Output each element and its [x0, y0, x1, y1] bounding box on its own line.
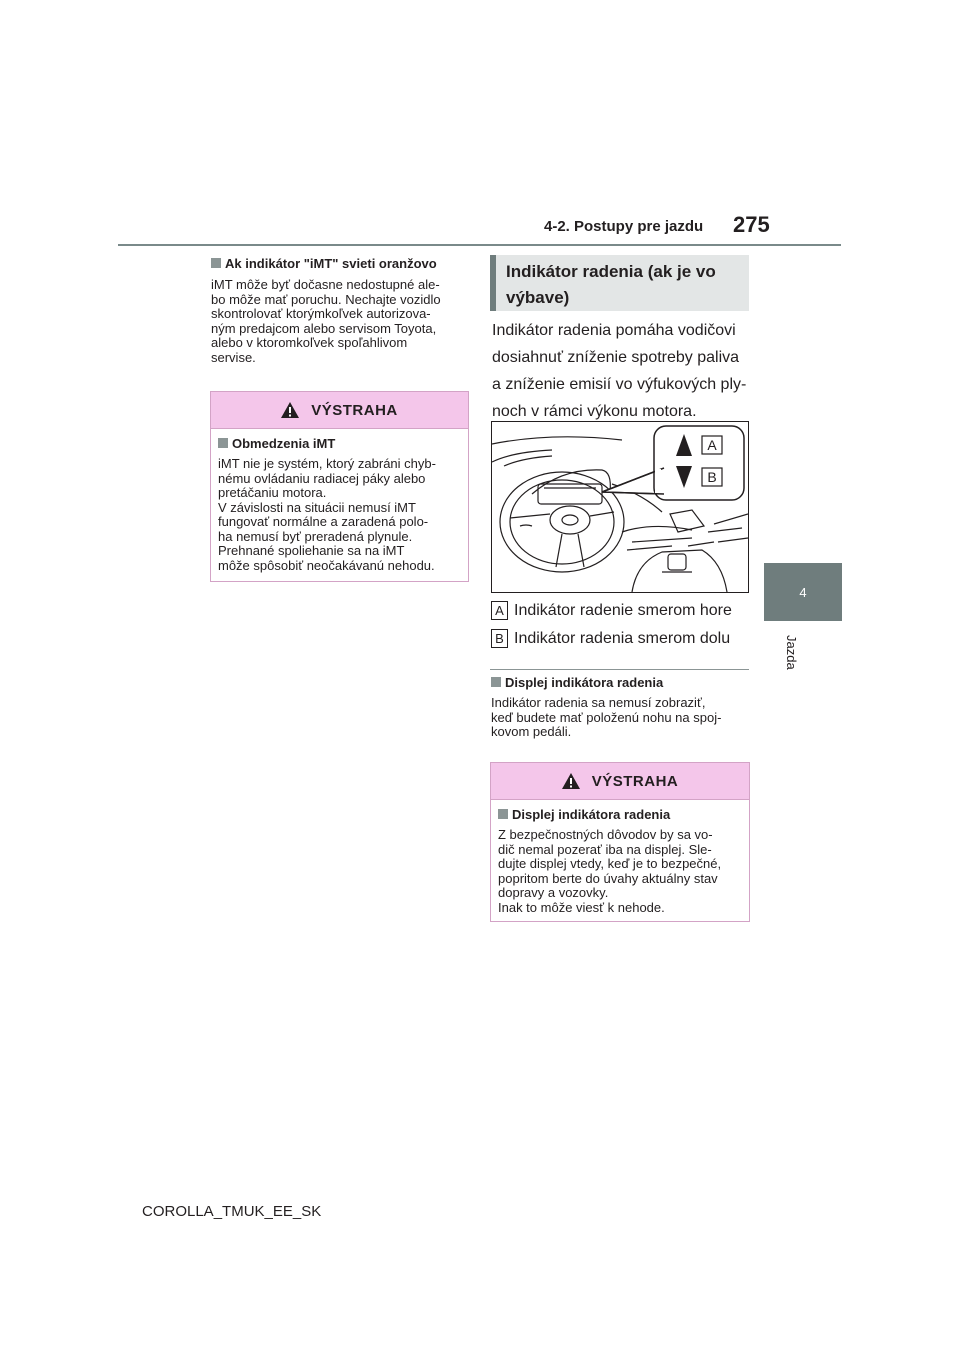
text-line: V závislosti na situácii nemusí iMT — [218, 499, 416, 515]
square-bullet-icon — [491, 677, 501, 687]
legend-text: Indikátor radenie smerom hore — [514, 601, 732, 619]
text-line: keď budete mať položenú nohu na spoj- — [491, 709, 722, 725]
text-line: nému ovládaniu radiacej páky alebo — [218, 470, 426, 486]
warning-subheading — [218, 436, 461, 451]
paragraph — [491, 696, 753, 740]
warning-header — [491, 763, 749, 800]
legend-key: A — [491, 601, 508, 620]
text-line: Z bezpečnostných dôvodov by sa vo- — [498, 827, 713, 842]
warning-subheading-text: Displej indikátora radenia — [512, 807, 671, 822]
text-line: a zníženie emisií vo výfukových ply- — [492, 376, 747, 393]
section-heading-text: Displej indikátora radenia — [505, 675, 664, 690]
text-line: bo môže mať poruchu. Nechajte vozidlo — [211, 291, 441, 307]
text-line: popritom berte do úvahy aktuálny stav — [498, 870, 718, 886]
square-bullet-icon — [211, 258, 221, 268]
text-line: Prehnané spoliehanie sa na iMT — [218, 543, 405, 558]
text-line: kovom pedáli. — [491, 724, 572, 739]
text-line: noch v rámci výkonu motora. — [492, 403, 697, 420]
text-line: iMT môže byť dočasne nedostupné ale- — [211, 277, 440, 292]
text-line: skontrolovať ktorýmkoľvek autorizova- — [211, 306, 431, 321]
text-line: môže spôsobiť neočakávanú nehodu. — [218, 557, 435, 573]
legend-item — [491, 629, 753, 648]
text-line: alebo v ktoromkoľvek spoľahlivom — [211, 335, 408, 350]
text-line: Indikátor radenia pomáha vodičovi — [492, 322, 736, 339]
heading-line: výbave) — [506, 288, 570, 307]
divider — [490, 669, 749, 670]
warning-body — [491, 800, 749, 923]
legend-text: Indikátor radenia smerom dolu — [514, 629, 731, 647]
text-line: dopravy a vozovky. — [498, 885, 609, 900]
square-bullet-icon — [498, 809, 508, 819]
callout-bubble — [654, 426, 744, 500]
warning-header — [211, 392, 468, 429]
text-line: dič nemal pozerať iba na displej. Sle- — [498, 841, 712, 857]
text-line: Indikátor radenia sa nemusí zobraziť, — [491, 695, 706, 710]
warning-text — [218, 457, 461, 573]
chapter-label: Jazda — [784, 635, 799, 670]
page-number: 275 — [733, 212, 770, 237]
paragraph — [211, 278, 469, 365]
dashboard-drawing — [492, 422, 748, 592]
warning-box — [490, 762, 750, 922]
text-line: ným predajcom alebo servisom Toyota, — [211, 320, 437, 336]
text-line: dosiahnuť zníženie spotreby paliva — [492, 349, 740, 366]
text-line: fungovať normálne a zaradená polo- — [218, 514, 429, 529]
header-rule — [118, 244, 841, 246]
warning-title: VÝSTRAHA — [311, 401, 398, 419]
text-line: dujte displej vtedy, keď je to bezpečné, — [498, 856, 722, 871]
figure-label-a: A — [707, 437, 717, 453]
chapter-number: 4 — [799, 585, 807, 600]
warning-box — [210, 391, 469, 582]
section-heading-text: Ak indikátor "iMT" svieti oranžovo — [225, 256, 437, 271]
section-heading — [491, 675, 753, 690]
figure-label-b: B — [707, 469, 717, 485]
warning-text — [498, 828, 742, 915]
chapter-tab — [764, 563, 842, 621]
warning-triangle-icon — [562, 773, 580, 789]
text-line: pretáčaniu motora. — [218, 485, 327, 500]
subsection-heading — [490, 255, 749, 311]
display-section — [491, 675, 753, 740]
warning-subheading-text: Obmedzenia iMT — [232, 436, 336, 451]
text-line: servise. — [211, 349, 256, 365]
text-line: Inak to môže viesť k nehode. — [498, 899, 665, 915]
section-heading — [211, 256, 469, 271]
warning-title: VÝSTRAHA — [591, 772, 679, 790]
text-line: ha nemusí byť preradená plynule. — [218, 528, 413, 544]
legend-key: B — [491, 629, 508, 648]
square-bullet-icon — [218, 438, 228, 448]
warning-subheading — [498, 807, 742, 822]
heading-line: Indikátor radenia (ak je vo — [506, 262, 716, 281]
section-title: 4-2. Postupy pre jazdu — [544, 218, 704, 235]
text-line: iMT nie je systém, ktorý zabráni chyb- — [218, 456, 436, 471]
figure-legend — [491, 601, 753, 648]
left-section — [211, 256, 469, 365]
intro-paragraph — [492, 317, 754, 425]
document-code: COROLLA_TMUK_EE_SK — [142, 1203, 322, 1220]
warning-triangle-icon — [281, 402, 299, 418]
warning-body — [211, 429, 468, 581]
legend-item — [491, 601, 753, 620]
shift-indicator-illustration — [491, 421, 749, 593]
